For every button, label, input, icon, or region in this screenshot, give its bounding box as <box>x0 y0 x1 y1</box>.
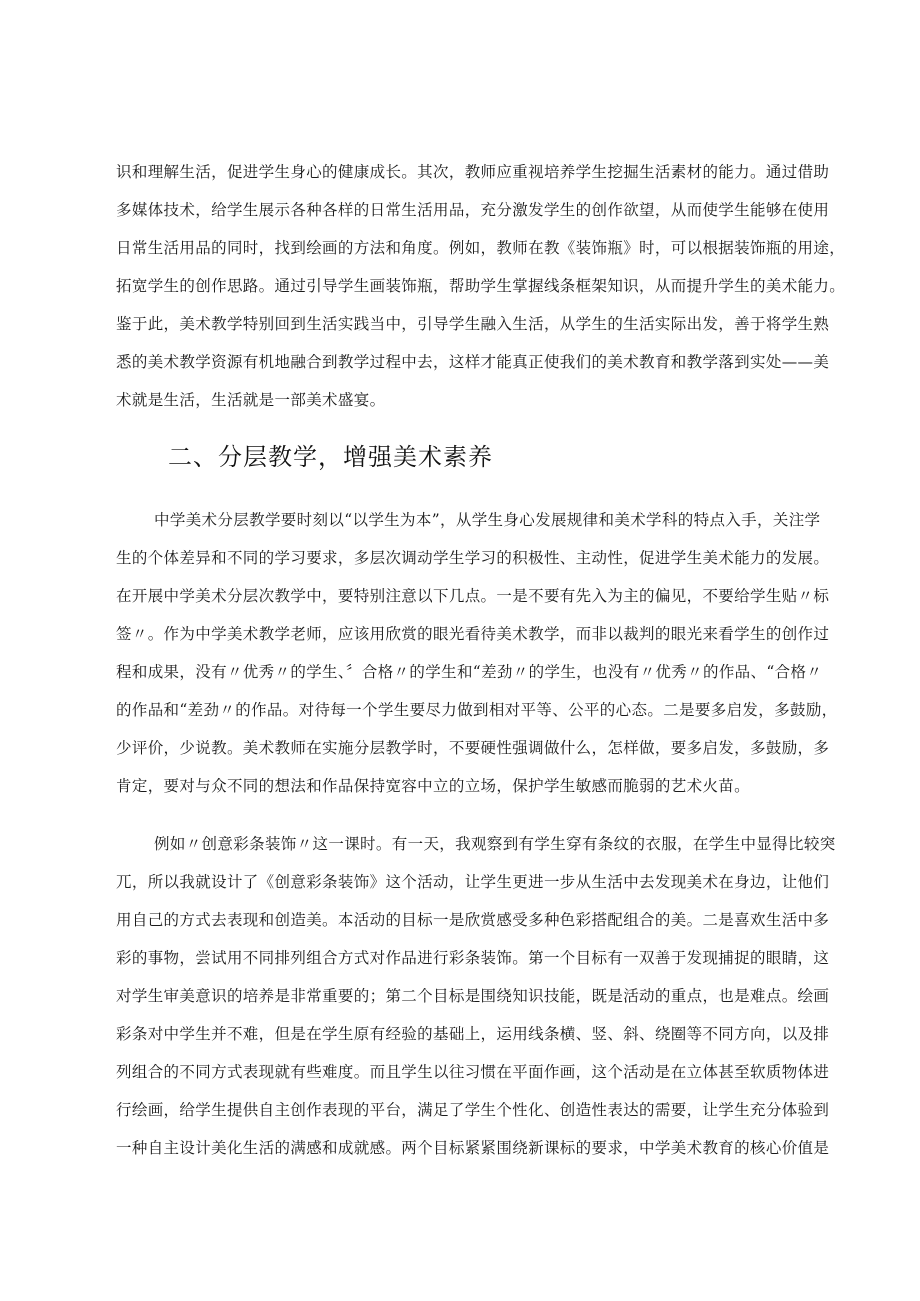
text-line: 列组合的不同方式表现就有些难度。而且学生以往习惯在平面作画，这个活动是在立体甚至软质物体进 <box>116 1063 830 1081</box>
text-line: 签〃。作为中学美术教学老师，应该用欣赏的眼光看待美术教学，而非以裁判的眼光来看学生的创作过 <box>116 625 830 643</box>
text-line: 肯定，要对与众不同的想法和作品保持宽容中立的立场，保护学生敏感而脆弱的艺术火苗。 <box>116 777 751 795</box>
text-line: 多媒体技术，给学生展示各种各样的日常生活用品，充分激发学生的创作欲望，从而使学生能够在使用 <box>116 201 830 219</box>
text-line: 拓宽学生的创作思路。通过引导学生画装饰瓶，帮助学生掌握线条框架知识，从而提升学生的美术能力。 <box>116 277 846 295</box>
text-line: 鉴于此，美术教学特别回到生活实践当中，引导学生融入生活，从学生的生活实际出发，善于将学生熟 <box>116 315 830 333</box>
text-line: 兀，所以我就设计了《创意彩条装饰》这个活动，让学生更进一步从生活中去发现美术在身边，让他们 <box>116 873 830 891</box>
text-line: 悉的美术教学资源有机地融合到教学过程中去，这样才能真正使我们的美术教育和教学落到实处——美 <box>116 353 830 371</box>
text-line: 生的个体差异和不同的学习要求，多层次调动学生学习的积极性、主动性，促进学生美术能力的发展。 <box>116 549 830 567</box>
text-line: 中学美术分层教学要时刻以“以学生为本”，从学生身心发展规律和美术学科的特点入手，关注学 <box>154 511 821 529</box>
text-line: 彩条对中学生并不难，但是在学生原有经验的基础上，运用线条横、竖、斜、绕圈等不同方向，以及排 <box>116 1025 830 1043</box>
text-line: 识和理解生活，促进学生身心的健康成长。其次，教师应重视培养学生挖掘生活素材的能力。通过借助 <box>116 163 830 181</box>
text-line: 日常生活用品的同时，找到绘画的方法和角度。例如，教师在教《装饰瓶》时，可以根据装饰瓶的用途， <box>116 239 846 257</box>
text-line: 行绘画，给学生提供自主创作表现的平台，满足了学生个性化、创造性表达的需要，让学生充分体验到 <box>116 1101 830 1119</box>
text-line: 例如〃创意彩条装饰〃这一课时。有一天，我观察到有学生穿有条纹的衣服，在学生中显得比较突 <box>154 835 836 853</box>
text-line: 在开展中学美术分层次教学中，要特别注意以下几点。一是不要有先入为主的偏见，不要给学生贴〃标 <box>116 587 830 605</box>
text-line: 术就是生活，生活就是一部美术盛宴。 <box>116 391 386 409</box>
section-heading: 二、分层教学，增强美术素养 <box>168 443 493 471</box>
text-line: 用自己的方式去表现和创造美。本活动的目标一是欣赏感受多种色彩搭配组合的美。二是喜欢生活中多 <box>116 911 830 929</box>
text-line: 对学生审美意识的培养是非常重要的；第二个目标是围绕知识技能，既是活动的重点，也是难点。绘画 <box>116 987 830 1005</box>
text-line: 彩的事物，尝试用不同排列组合方式对作品进行彩条装饰。第一个目标有一双善于发现捕捉的眼睛，这 <box>116 949 830 967</box>
text-line: 程和成果，没有〃优秀〃的学生、〞合格〃的学生和“差劲〃的学生，也没有〃优秀〃的作品、“合格〃 <box>116 663 823 681</box>
text-line: 一种自主设计美化生活的满感和成就感。两个目标紧紧围绕新课标的要求，中学美术教育的核心价值是 <box>116 1139 830 1157</box>
text-line: 少评价，少说教。美术教师在实施分层教学时，不要硬性强调做什么，怎样做，要多启发，多鼓励，多 <box>116 739 830 757</box>
text-line: 的作品和“差劲〃的作品。对待每一个学生要尽力做到相对平等、公平的心态。二是要多启发，多鼓励， <box>116 701 838 719</box>
